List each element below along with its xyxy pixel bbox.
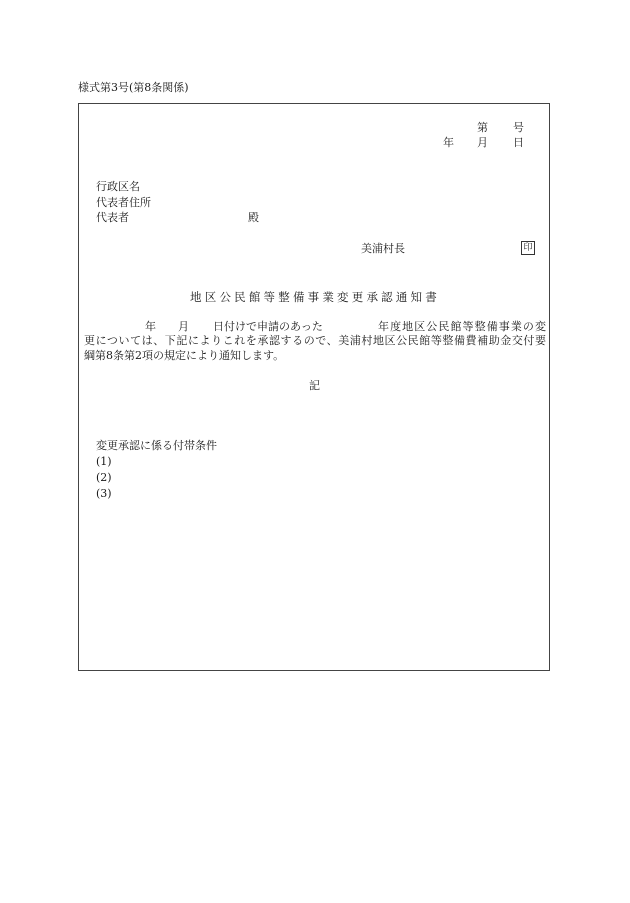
form-label: 様式第3号(第8条関係) <box>78 81 189 94</box>
body-month: 月 <box>178 320 189 333</box>
honorific: 殿 <box>248 211 259 224</box>
conditions-heading: 変更承認に係る付帯条件 <box>96 439 217 452</box>
condition-item-3: (3) <box>96 487 112 500</box>
date-year: 年 <box>443 136 454 149</box>
body-year: 年 <box>145 320 156 333</box>
body-line1-text: 日付けで申請のあった <box>213 320 323 333</box>
date-day: 日 <box>513 136 524 149</box>
rep-address-label: 代表者住所 <box>96 196 151 209</box>
ki-heading: 記 <box>309 379 320 392</box>
condition-item-1: (1) <box>96 455 112 468</box>
seal-mark: 印 <box>521 241 535 255</box>
number-prefix: 第 <box>477 121 488 134</box>
condition-item-2: (2) <box>96 471 112 484</box>
body-line1-tail: 年度地区公民館等整備事業の変 <box>378 320 546 333</box>
body-line2: 更については、下記によりこれを承認するので、美浦村地区公民館等整備費補助金交付要 <box>84 334 546 347</box>
body-line3: 綱第8条第2項の規定により通知します。 <box>84 349 285 362</box>
issuer-name: 美浦村長 <box>361 242 405 255</box>
document-title: 地区公民館等整備事業変更承認通知書 <box>190 290 440 304</box>
number-suffix: 号 <box>513 121 524 134</box>
date-month: 月 <box>477 136 488 149</box>
rep-name-label: 代表者 <box>96 211 129 224</box>
area-name-label: 行政区名 <box>96 180 140 193</box>
